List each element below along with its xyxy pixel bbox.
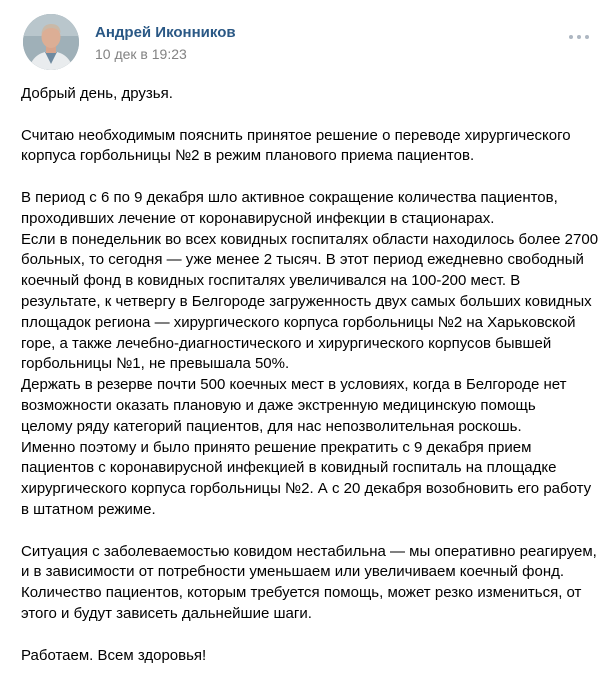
paragraph-gap xyxy=(21,167,601,188)
post-text-line: хирургического корпуса горбольницы №2. А с 20 декабря возобновить его работу xyxy=(21,480,592,498)
post-text-line: возможности оказать плановую и даже экстренную медицинскую помощь xyxy=(21,396,536,414)
post-text-line: целому ряду категорий пациентов, для нас непозволительная роскошь. xyxy=(21,417,522,435)
post-text-line: Количество пациентов, которым требуется помощь, может резко измениться, от xyxy=(21,584,582,602)
post-text-line: в штатном режиме. xyxy=(21,500,156,518)
paragraph-gap xyxy=(21,625,601,646)
post-text-line: Держать в резерве почти 500 коечных мест в условиях, когда в Белгороде нет xyxy=(21,376,567,394)
post-date[interactable]: 10 дек в 19:23 xyxy=(95,46,187,62)
post-text-line: больных, то сегодня — уже менее 2 тысяч. В этот период ежедневно свободный xyxy=(21,251,584,269)
post-text-line: Именно поэтому и было принято решение прекратить с 9 декабря прием xyxy=(21,438,532,456)
dot xyxy=(585,35,589,39)
post-text-line: этого и будут зависеть дальнейшие шаги. xyxy=(21,604,312,622)
post-text-line: Если в понедельник во всех ковидных госпиталях области находилось более 2700 xyxy=(21,230,599,248)
post-text-line: площадок региона — хирургического корпуса горбольницы №2 на Харьковской xyxy=(21,313,576,331)
dot xyxy=(569,35,573,39)
post-text-line: Работаем. Всем здоровья! xyxy=(21,646,207,664)
post-text xyxy=(21,84,601,666)
post-header xyxy=(0,14,609,80)
post-text-line: результате, к четвергу в Белгороде загруженность двух самых больших ковидных xyxy=(21,292,592,310)
post-text-line: Считаю необходимым пояснить принятое решение о переводе хирургического xyxy=(21,126,571,144)
person-avatar-icon[interactable] xyxy=(23,14,79,70)
dot xyxy=(577,35,581,39)
post-text-line: Добрый день, друзья. xyxy=(21,85,173,102)
author-name[interactable]: Андрей Иконников xyxy=(95,24,236,41)
post-text-line: горе, а также лечебно-диагностического и хирургического корпусов бывшей xyxy=(21,334,552,352)
post-text-line: коечный фонд в ковидных госпиталях увеличивался на 100-200 мест. В xyxy=(21,272,521,290)
more-dots-icon[interactable] xyxy=(569,32,591,42)
paragraph-gap xyxy=(21,105,601,126)
avatar-image xyxy=(23,14,79,70)
post-text-line: корпуса горбольницы №2 в режим планового приема пациентов. xyxy=(21,147,475,165)
post-text-line: В период с 6 по 9 декабря шло активное сокращение количества пациентов, xyxy=(21,188,558,206)
paragraph-gap xyxy=(21,521,601,542)
post-text-line: проходивших лечение от коронавирусной инфекции в стационарах. xyxy=(21,209,495,227)
post-text-line: Ситуация с заболеваемостью ковидом нестабильна — мы оперативно реагируем, xyxy=(21,542,597,560)
post-text-line: и в зависимости от потребности уменьшаем или увеличиваем коечный фонд. xyxy=(21,563,565,581)
post-text-line: пациентов с коронавирусной инфекцией в ковидный госпиталь на площадке xyxy=(21,459,557,477)
post-text-line: горбольницы №1, не превышала 50%. xyxy=(21,355,290,373)
